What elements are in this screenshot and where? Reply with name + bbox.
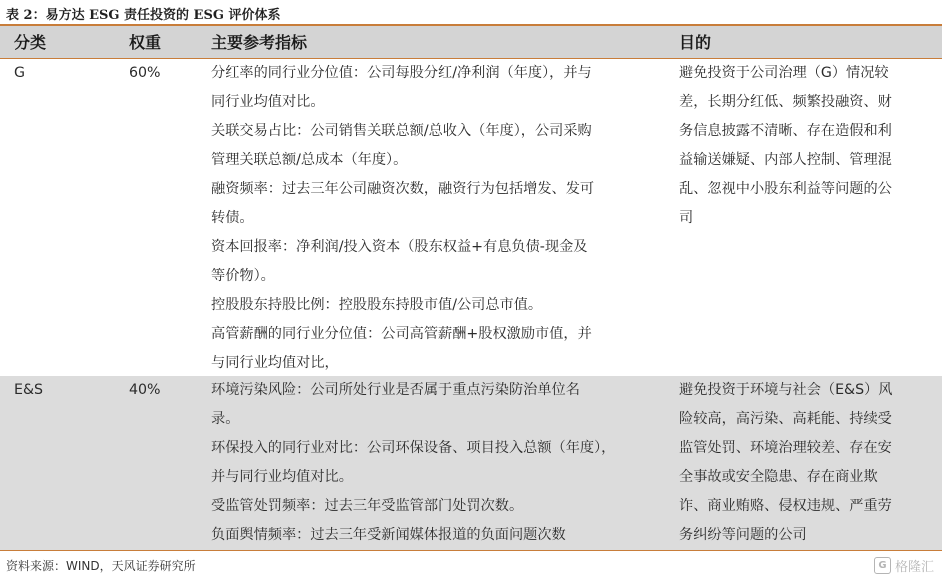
purpose-line: 务信息披露不清晰、存在造假和利	[679, 123, 892, 139]
header-indicators: 主要参考指标	[211, 33, 308, 52]
header-purpose: 目的	[679, 33, 712, 52]
row-category: E&S	[14, 382, 44, 398]
indicator-line: 环保投入的同行业对比：公司环保设备、项目投入总额（年度），	[211, 440, 616, 456]
indicator-line: 控股股东持股比例：控股股东持股市值/公司总市值。	[211, 297, 543, 313]
row-purpose	[679, 376, 934, 550]
purpose-line: 务纠纷等问题的公司	[679, 527, 807, 543]
table-header	[0, 26, 942, 59]
row-purpose	[679, 59, 934, 233]
row-indicators	[211, 59, 669, 378]
watermark-logo-icon: G	[874, 557, 891, 574]
indicator-line: 分红率的同行业分位值：公司每股分红/净利润（年度），并与	[211, 65, 592, 81]
watermark-text: 格隆汇	[894, 560, 934, 575]
table-caption: 表 2：易方达 ESG 责任投资的 ESG 评价体系	[6, 8, 281, 23]
indicator-line: 管理关联总额/总成本（年度）。	[211, 152, 408, 168]
purpose-line: 诈、商业贿赂、侵权违规、严重劳	[679, 498, 892, 514]
indicator-line: 融资频率：过去三年公司融资次数，融资行为包括增发、发可	[211, 181, 595, 197]
indicator-line: 高管薪酬的同行业分位值：公司高管薪酬+股权激励市值，并	[211, 326, 592, 342]
indicator-line: 与同行业均值对比，	[211, 355, 339, 371]
indicator-line: 并与同行业均值对比。	[211, 469, 353, 485]
indicator-line: 同行业均值对比。	[211, 94, 325, 110]
row-category: G	[14, 65, 25, 81]
indicator-line: 等价物）。	[211, 268, 275, 284]
purpose-line: 益输送嫌疑、内部人控制、管理混	[679, 152, 892, 168]
indicator-line: 资本回报率：净利润/投入资本（股东权益+有息负债-现金及	[211, 239, 588, 255]
purpose-line: 司	[679, 210, 694, 226]
row-weight: 60%	[129, 65, 161, 81]
purpose-line: 差，长期分红低、频繁投融资、财	[679, 94, 892, 110]
watermark	[874, 556, 934, 575]
row-weight: 40%	[129, 382, 161, 398]
indicator-line: 录。	[211, 411, 240, 427]
bottom-rule	[0, 550, 942, 551]
purpose-line: 避免投资于公司治理（G）情况较	[679, 65, 889, 81]
header-category: 分类	[14, 33, 47, 52]
indicator-line: 受监管处罚频率：过去三年受监管部门处罚次数。	[211, 498, 524, 514]
indicator-line: 负面舆情频率：过去三年受新闻媒体报道的负面问题次数	[211, 527, 566, 543]
indicator-line: 环境污染风险：公司所处行业是否属于重点污染防治单位名	[211, 382, 580, 398]
purpose-line: 险较高，高污染、高耗能、持续受	[679, 411, 892, 427]
header-weight: 权重	[129, 33, 162, 52]
purpose-line: 监管处罚、环境治理较差、存在安	[679, 440, 892, 456]
source-note: 资料来源：WIND，天风证券研究所	[6, 559, 196, 573]
purpose-line: 乱、忽视中小股东利益等问题的公	[679, 181, 892, 197]
purpose-line: 全事故或安全隐患、存在商业欺	[679, 469, 878, 485]
indicator-line: 关联交易占比：公司销售关联总额/总收入（年度），公司采购	[211, 123, 592, 139]
table-row-es	[0, 376, 942, 550]
purpose-line: 避免投资于环境与社会（E&S）风	[679, 382, 893, 398]
table-row-g	[0, 59, 942, 376]
row-indicators	[211, 376, 669, 550]
indicator-line: 转债。	[211, 210, 254, 226]
